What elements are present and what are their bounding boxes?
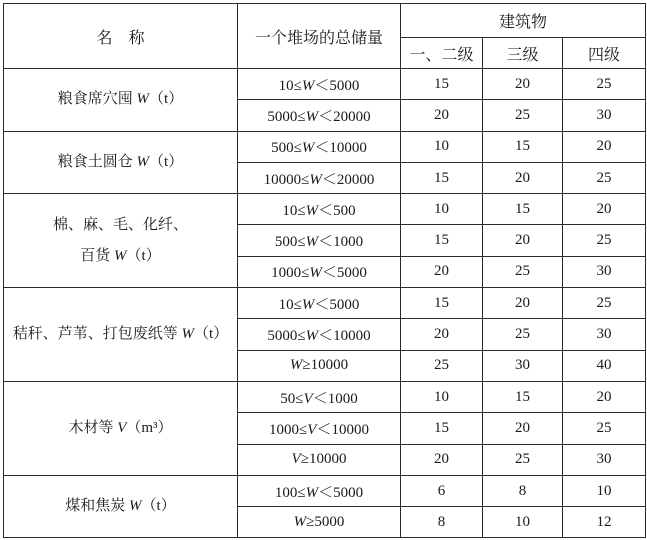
- item-name-line: [4, 241, 237, 272]
- item-name-post: （t）: [149, 91, 184, 108]
- item-name-post: （t）: [194, 326, 229, 343]
- storage-range-variable: V: [303, 390, 313, 407]
- grade-1-2-value: 20: [401, 256, 483, 287]
- storage-range-cell: [238, 194, 401, 225]
- grade-3-value: 15: [483, 131, 563, 162]
- header-grade-3: 三级: [483, 38, 563, 69]
- storage-range-variable: W: [301, 140, 315, 157]
- grade-1-2-value: 20: [401, 100, 483, 131]
- storage-range-cell: [238, 350, 401, 381]
- header-row: [4, 4, 646, 38]
- header-grade-1-2: 一、二级: [401, 38, 483, 69]
- item-name-pre: 煤和焦炭: [65, 498, 130, 515]
- storage-range-post: ＜5000: [314, 77, 360, 94]
- grade-3-value: 25: [483, 256, 563, 287]
- grade-4-value: 25: [563, 413, 646, 444]
- table-row: [4, 381, 646, 412]
- storage-range-variable: W: [289, 357, 303, 374]
- storage-range-post: ＜20000: [318, 108, 371, 125]
- storage-range-variable: W: [309, 171, 322, 188]
- grade-3-value: 20: [483, 288, 563, 319]
- grade-4-value: 30: [563, 444, 646, 475]
- grade-1-2-value: 15: [401, 413, 483, 444]
- item-name-post: （t）: [126, 247, 161, 264]
- storage-range-variable: V: [307, 421, 317, 438]
- storage-range-cell: [238, 288, 401, 319]
- header-building: 建筑物: [401, 4, 646, 38]
- table-body: [4, 69, 646, 538]
- header-name: 名 称: [4, 4, 238, 69]
- table-row: [4, 131, 646, 162]
- storage-range-cell: [238, 256, 401, 287]
- storage-range-pre: 100≤: [274, 484, 306, 501]
- grade-1-2-value: 15: [401, 69, 483, 100]
- storage-range-post: ≥10000: [302, 357, 349, 374]
- grade-4-value: 25: [563, 288, 646, 319]
- grade-4-value: 20: [563, 194, 646, 225]
- item-name-cell: [4, 131, 238, 194]
- item-name-pre: 棉、麻、毛、化纤、: [52, 216, 188, 233]
- grade-3-value: 20: [483, 69, 563, 100]
- storage-range-cell: [238, 69, 401, 100]
- grade-1-2-value: 6: [401, 475, 483, 506]
- grade-4-value: 10: [563, 475, 646, 506]
- grade-4-value: 25: [563, 69, 646, 100]
- storage-range-post: ＜10000: [318, 328, 371, 345]
- storage-range-post: ＜1000: [312, 390, 358, 407]
- table-row: [4, 194, 646, 225]
- item-name-cell: [4, 69, 238, 132]
- grade-1-2-value: 15: [401, 288, 483, 319]
- table-header: [4, 4, 646, 69]
- grade-4-value: 25: [563, 225, 646, 256]
- storage-range-cell: [238, 319, 401, 350]
- storage-range-cell: [238, 507, 401, 538]
- storage-range-cell: [238, 162, 401, 193]
- table-row: [4, 288, 646, 319]
- item-name-line: [4, 210, 237, 241]
- item-name-post: （m³）: [126, 419, 173, 436]
- item-name-line: [4, 84, 237, 115]
- table-row: [4, 475, 646, 506]
- grade-3-value: 25: [483, 100, 563, 131]
- grade-4-value: 20: [563, 381, 646, 412]
- storage-range-cell: [238, 413, 401, 444]
- storage-range-pre: 1000≤: [269, 421, 308, 438]
- storage-range-variable: W: [301, 77, 315, 94]
- storage-range-post: ＜5000: [314, 296, 360, 313]
- grade-1-2-value: 15: [401, 225, 483, 256]
- storage-range-cell: [238, 444, 401, 475]
- item-name-variable: W: [136, 153, 150, 170]
- grade-4-value: 20: [563, 131, 646, 162]
- storage-range-pre: 5000≤: [267, 328, 306, 345]
- table-row: [4, 69, 646, 100]
- grade-3-value: 10: [483, 507, 563, 538]
- item-name-line: [4, 413, 237, 444]
- storage-range-cell: [238, 475, 401, 506]
- grade-4-value: 25: [563, 162, 646, 193]
- grade-1-2-value: 20: [401, 444, 483, 475]
- storage-range-variable: W: [309, 265, 322, 282]
- storage-range-variable: V: [291, 451, 301, 468]
- item-name-variable: V: [117, 419, 127, 436]
- storage-range-variable: W: [305, 328, 319, 345]
- item-name-pre: 百货: [80, 247, 115, 264]
- storage-range-pre: 10000≤: [263, 171, 310, 188]
- storage-range-cell: [238, 225, 401, 256]
- storage-range-post: ＜10000: [314, 140, 367, 157]
- item-name-line: [4, 319, 237, 350]
- item-name-cell: [4, 475, 238, 538]
- item-name-pre: 粮食土圆仓: [57, 153, 137, 170]
- header-grade-4: 四级: [563, 38, 646, 69]
- storage-range-variable: W: [305, 484, 319, 501]
- grade-4-value: 12: [563, 507, 646, 538]
- item-name-line: [4, 491, 237, 522]
- grade-1-2-value: 10: [401, 381, 483, 412]
- item-name-pre: 秸秆、芦苇、打包废纸等: [12, 326, 182, 343]
- storage-range-post: ＜1000: [318, 234, 364, 251]
- storage-range-pre: 1000≤: [271, 265, 310, 282]
- grade-1-2-value: 8: [401, 507, 483, 538]
- grade-1-2-value: 10: [401, 194, 483, 225]
- storage-range-post: ＜5000: [321, 265, 367, 282]
- grade-3-value: 25: [483, 444, 563, 475]
- storage-range-pre: 10≤: [278, 296, 302, 313]
- storage-spacing-table: [3, 3, 646, 538]
- item-name-variable: W: [181, 326, 195, 343]
- item-name-pre: 粮食席穴囤: [57, 91, 137, 108]
- item-name-cell: [4, 381, 238, 475]
- storage-range-cell: [238, 131, 401, 162]
- storage-range-pre: 10≤: [278, 77, 302, 94]
- storage-range-post: ≥5000: [306, 513, 345, 530]
- grade-3-value: 15: [483, 381, 563, 412]
- storage-range-post: ＜500: [318, 202, 356, 219]
- grade-3-value: 25: [483, 319, 563, 350]
- grade-1-2-value: 10: [401, 131, 483, 162]
- storage-range-post: ＜10000: [316, 421, 369, 438]
- storage-range-variable: W: [305, 202, 319, 219]
- grade-4-value: 30: [563, 256, 646, 287]
- item-name-pre: 木材等: [68, 419, 118, 436]
- item-name-cell: [4, 194, 238, 288]
- storage-range-variable: W: [305, 234, 319, 251]
- header-storage: 一个堆场的总储量: [238, 4, 401, 69]
- grade-3-value: 20: [483, 162, 563, 193]
- storage-range-pre: 500≤: [274, 234, 306, 251]
- grade-3-value: 15: [483, 194, 563, 225]
- grade-3-value: 20: [483, 225, 563, 256]
- storage-range-pre: 5000≤: [267, 108, 306, 125]
- storage-range-variable: W: [293, 513, 307, 530]
- grade-4-value: 40: [563, 350, 646, 381]
- grade-1-2-value: 25: [401, 350, 483, 381]
- storage-range-cell: [238, 381, 401, 412]
- storage-range-pre: 50≤: [280, 390, 304, 407]
- item-name-post: （t）: [141, 498, 176, 515]
- item-name-variable: W: [129, 498, 142, 515]
- storage-range-post: ＜5000: [318, 484, 364, 501]
- grade-4-value: 30: [563, 319, 646, 350]
- storage-range-post: ＜20000: [321, 171, 375, 188]
- grade-4-value: 30: [563, 100, 646, 131]
- item-name-cell: [4, 288, 238, 382]
- item-name-line: [4, 147, 237, 178]
- storage-range-pre: 500≤: [271, 140, 302, 157]
- storage-range-variable: W: [301, 296, 315, 313]
- item-name-variable: W: [114, 247, 127, 264]
- grade-1-2-value: 15: [401, 162, 483, 193]
- item-name-post: （t）: [149, 153, 184, 170]
- grade-3-value: 8: [483, 475, 563, 506]
- storage-range-variable: W: [305, 108, 319, 125]
- storage-range-cell: [238, 100, 401, 131]
- storage-range-post: ≥10000: [300, 451, 347, 468]
- item-name-variable: W: [136, 91, 150, 108]
- grade-1-2-value: 20: [401, 319, 483, 350]
- grade-3-value: 20: [483, 413, 563, 444]
- grade-3-value: 30: [483, 350, 563, 381]
- storage-range-pre: 10≤: [282, 202, 306, 219]
